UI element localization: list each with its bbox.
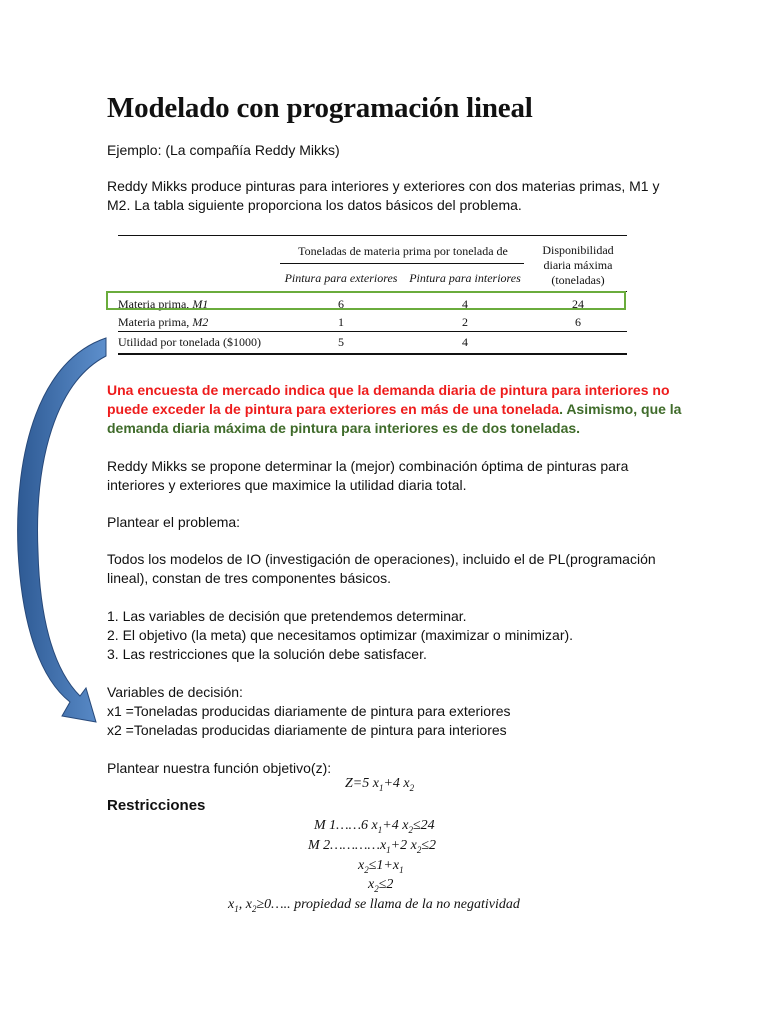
col-header-avail-2: diaria máxima [543,258,613,272]
curved-arrow-icon [0,330,120,750]
objective-label: Plantear nuestra función objetivo(z): [107,760,332,776]
group-header-rule [280,263,524,264]
models-line-1: Todos los modelos de IO (investigación de operaciones), incluido el de PL(programación [107,551,656,567]
constraint-demand: $x_2\le 1+x_1$ [358,858,404,875]
table-bottom-rule [118,353,627,355]
constraint-nonnegativity: $x_1$, $x_2\ge 0\dots$.. propiedad se llama de la no negatividad [228,897,520,914]
variable-x1: x1 =Toneladas producidas diariamente de pintura para exteriores [107,703,511,719]
table-top-rule [118,235,627,236]
component-item: 2. El objetivo (la meta) que necesitamos optimizar (maximizar o minimizar). [107,627,574,643]
restrictions-heading: Restricciones [107,797,206,814]
row-avail-value: 24 [572,297,584,311]
row-separator-rule [118,331,627,332]
component-item: 3. Las restricciones que la solución debe satisfacer. [107,646,427,662]
variable-x2: x2 =Toneladas producidas diariamente de pintura para interiores [107,722,507,738]
row-label: Materia prima, M2 [118,315,209,329]
row-ext-value: 1 [338,315,344,329]
highlight-box-m1 [106,291,626,310]
page-title: Modelado con programación lineal [107,92,533,124]
goal-line-2: interiores y exteriores que maximice la utilidad diaria total. [107,477,467,493]
market-red-line-2: puede exceder la de pintura para exteriores en más de una tonelada [107,401,560,417]
col-header-avail-1: Disponibilidad [542,243,614,257]
row-label: Materia prima, M1 [118,297,209,311]
market-green-line-3: demanda diaria máxima de pintura para interiores es de dos toneladas. [107,420,581,436]
col-header-ext: Pintura para exteriores [284,271,398,285]
plantear-heading: Plantear el problema: [107,514,241,530]
row-avail-value: 6 [575,315,581,329]
market-red-line-1: Una encuesta de mercado indica que la demanda diaria de pintura para interiores no [107,382,670,398]
variables-heading: Variables de decisión: [107,684,243,700]
constraint-m1: M 1……6 $x_1+4$ $x_2\le 24$ [314,818,435,835]
col-header-avail-3: (toneladas) [551,273,605,287]
row-label: Utilidad por tonelada ($1000) [118,335,261,349]
row-int-value: 4 [462,297,468,311]
constraint-m2: M $2\dots\dots\dots\dots x_1+2$ $x_2\le 2$ [308,838,437,855]
models-line-2: lineal), constan de tres componentes básicos. [107,570,392,586]
market-line-2 [107,400,681,419]
intro-line-1: Reddy Mikks produce pinturas para interiores y exteriores con dos materias primas, M1 y [107,178,660,194]
row-ext-value: 5 [338,335,344,349]
component-item: 1. Las variables de decisión que pretendemos determinar. [107,608,467,624]
intro-line-2: M2. La tabla siguiente proporciona los datos básicos del problema. [107,197,522,213]
col-header-int: Pintura para interiores [409,271,521,285]
row-ext-value: 6 [338,297,344,311]
example-line: Ejemplo: (La compañía Reddy Mikks) [107,142,340,158]
row-int-value: 2 [462,315,468,329]
row-int-value: 4 [462,335,468,349]
constraint-max-int: $x_2\le 2$ [368,877,394,894]
goal-line-1: Reddy Mikks se propone determinar la (mejor) combinación óptima de pinturas para [107,458,629,474]
market-green-line-2: . Asimismo, que la [559,401,682,417]
objective-equation: Z=5 $x_1+4$ $x_2$ [345,776,415,793]
group-header: Toneladas de materia prima por tonelada de [298,244,508,258]
